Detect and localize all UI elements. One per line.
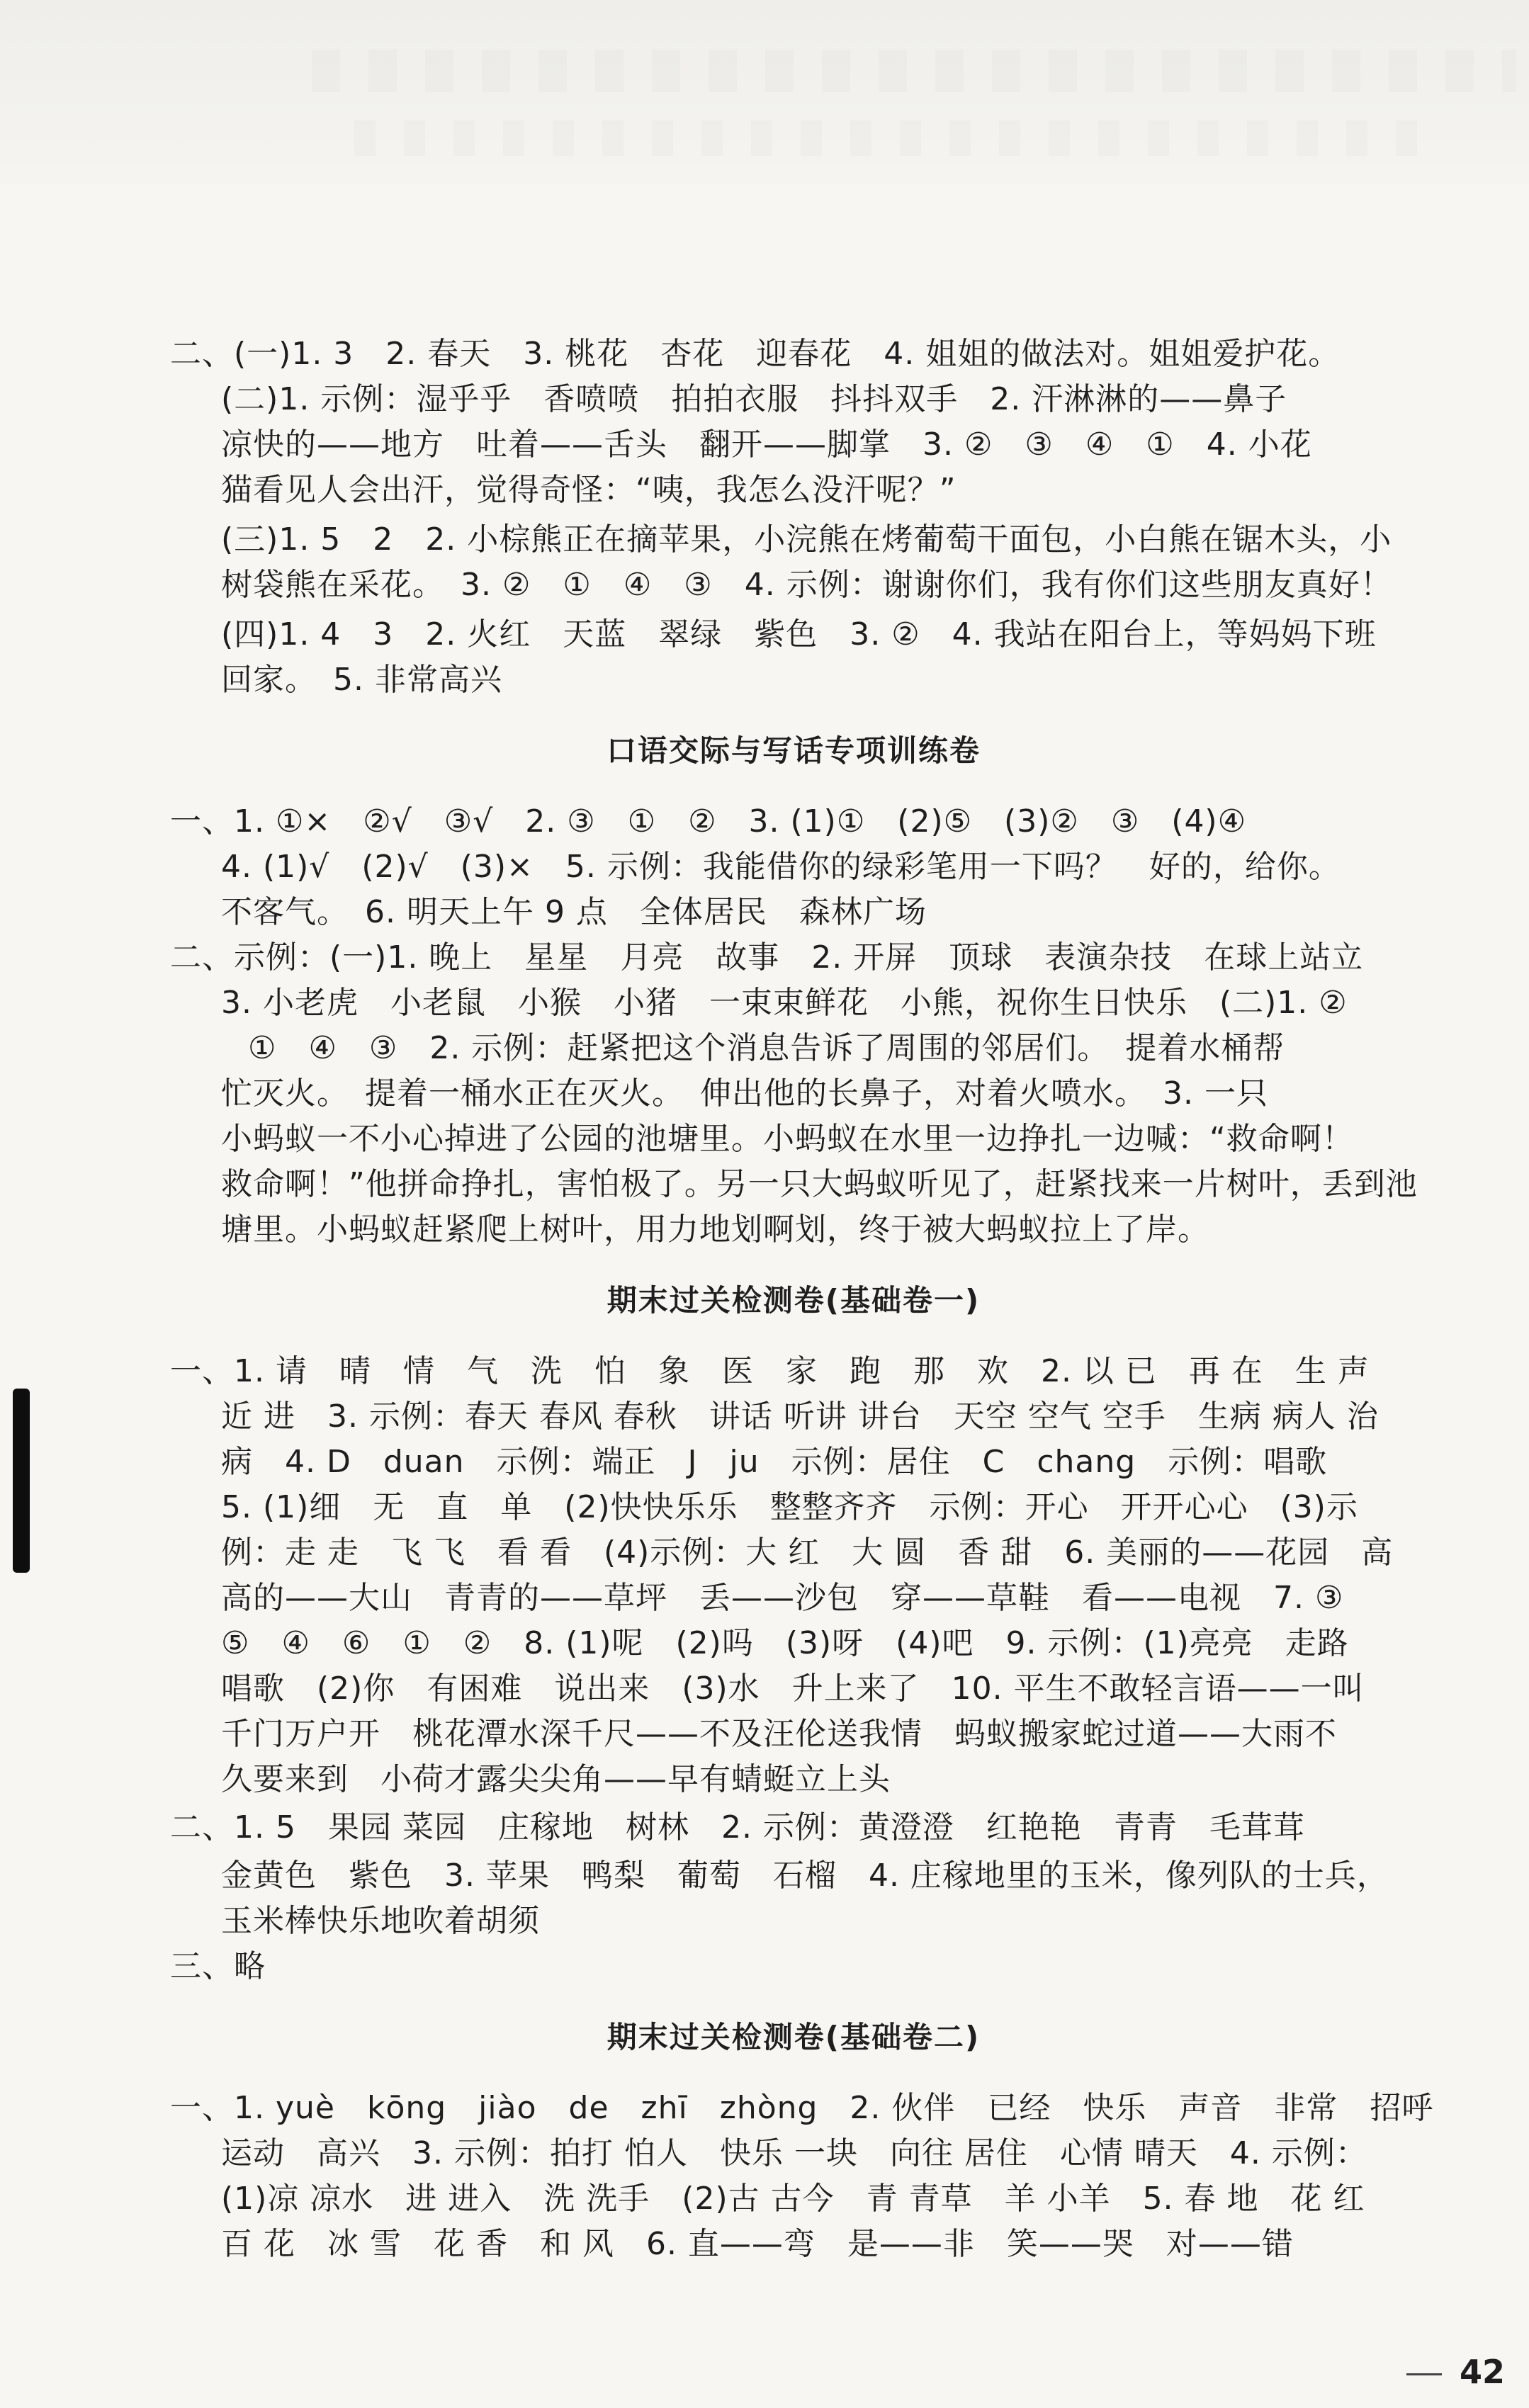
page-number-dash [1406,2373,1442,2375]
text-line: 千门万户开 桃花潭水深千尺——不及汪伦送我情 蚂蚁搬家蛇过道——大雨不 [221,1716,1337,1752]
text-line: 一、1. yuè kōng jiào de zhī zhòng 2. 伙伴 已经 快乐 声音 非常 招呼 [170,2090,1434,2126]
scan-noise [312,50,1516,92]
text-line: 运动 高兴 3. 示例：拍打 怕人 快乐 一块 向往 居住 心情 晴天 4. 示例： [221,2135,1367,2171]
text-line: 不客气。 6. 明天上午 9 点 全体居民 森林广场 [221,894,927,930]
binding-mark [13,1389,30,1573]
text-line: 猫看见人会出汗，觉得奇怪：“咦，我怎么没汗呢？” [221,472,957,508]
top-margin [0,0,1529,184]
text-line: (二)1. 示例：湿乎乎 香喷喷 拍拍衣服 抖抖双手 2. 汗淋淋的——鼻子 [221,381,1287,417]
section-heading: 口语交际与写话专项训练卷 [606,733,981,768]
text-line: 百 花 冰 雪 花 香 和 风 6. 直——弯 是——非 笑——哭 对——错 [221,2226,1294,2262]
text-line: 金黄色 紫色 3. 苹果 鸭梨 葡萄 石榴 4. 庄稼地里的玉米，像列队的士兵， [221,1858,1389,1894]
text-line: ① ④ ③ 2. 示例：赶紧把这个消息告诉了周围的邻居们。 提着水桶帮 [248,1030,1285,1066]
section-heading: 期末过关检测卷(基础卷一) [606,1283,981,1318]
text-line: 例：走 走 飞 飞 看 看 (4)示例：大 红 大 圆 香 甜 6. 美丽的——花园 高 [221,1534,1394,1571]
page-number: 42 [1460,2353,1506,2391]
text-line: 二、(一)1. 3 2. 春天 3. 桃花 杏花 迎春花 4. 姐姐的做法对。姐姐爱护花。 [170,336,1341,372]
text-line: (三)1. 5 2 2. 小棕熊正在摘苹果，小浣熊在烤葡萄干面包，小白熊在锯木头，小 [221,521,1392,558]
text-line: 救命啊！”他拼命挣扎，害怕极了。另一只大蚂蚁听见了，赶紧找来一片树叶，丢到池 [221,1166,1418,1202]
text-line: 忙灭火。 提着一桶水正在灭火。 伸出他的长鼻子，对着火喷水。 3. 一只 [221,1075,1268,1112]
text-line: 4. (1)√ (2)√ (3)× 5. 示例：我能借你的绿彩笔用一下吗？ 好的，给你。 [221,849,1341,885]
text-line: 一、1. 请 晴 情 气 洗 怕 象 医 家 跑 那 欢 2. 以 已 再 在 生 声 [170,1353,1370,1389]
text-line: 3. 小老虎 小老鼠 小猴 小猪 一束束鲜花 小熊，祝你生日快乐 (二)1. ② [221,985,1348,1021]
text-line: 树袋熊在采花。 3. ② ① ④ ③ 4. 示例：谢谢你们，我有你们这些朋友真好！ [221,567,1392,603]
text-line: 病 4. D duan 示例：端正 J ju 示例：居住 C chang 示例：唱歌 [221,1444,1328,1480]
text-line: 唱歌 (2)你 有困难 说出来 (3)水 升上来了 10. 平生不敢轻言语——一叫 [221,1671,1365,1707]
text-line: 5. (1)细 无 直 单 (2)快快乐乐 整整齐齐 示例：开心 开开心心 (3)示 [221,1489,1358,1525]
text-line: 塘里。小蚂蚁赶紧爬上树叶，用力地划啊划，终于被大蚂蚁拉上了岸。 [221,1211,1209,1248]
text-line: 高的——大山 青青的——草坪 丢——沙包 穿——草鞋 看——电视 7. ③ [221,1580,1344,1616]
text-line: 久要来到 小荷才露尖尖角——早有蜻蜓立上头 [221,1761,891,1797]
text-line: 小蚂蚁一不小心掉进了公园的池塘里。小蚂蚁在水里一边挣扎一边喊：“救命啊！ [221,1121,1354,1157]
text-line: (1)凉 凉水 进 进入 洗 洗手 (2)古 古今 青 青草 羊 小羊 5. 春 地 花 红 [221,2181,1365,2217]
text-line: 二、1. 5 果园 菜园 庄稼地 树林 2. 示例：黄澄澄 红艳艳 青青 毛茸茸 [170,1809,1305,1845]
text-line: (四)1. 4 3 2. 火红 天蓝 翠绿 紫色 3. ② 4. 我站在阳台上，等妈妈下班 [221,616,1377,652]
text-line: 一、1. ①× ②√ ③√ 2. ③ ① ② 3. (1)① (2)⑤ (3)② ③ (4)④ [170,803,1247,840]
scan-noise [354,120,1417,156]
text-line: 近 进 3. 示例：春天 春风 春秋 讲话 听讲 讲台 天空 空气 空手 生病 病人 治 [221,1398,1379,1435]
section-heading: 期末过关检测卷(基础卷二) [606,2020,981,2054]
text-line: 二、示例：(一)1. 晚上 星星 月亮 故事 2. 开屏 顶球 表演杂技 在球上站立 [170,939,1364,976]
text-line: 三、略 [170,1948,266,1984]
text-line: 凉快的——地方 吐着——舌头 翻开——脚掌 3. ② ③ ④ ① 4. 小花 [221,426,1312,463]
text-line: 回家。 5. 非常高兴 [221,662,502,698]
text-line: ⑤ ④ ⑥ ① ② 8. (1)呢 (2)吗 (3)呀 (4)吧 9. 示例：(1)亮亮 走路 [221,1625,1349,1661]
text-line: 玉米棒快乐地吹着胡须 [221,1903,540,1939]
